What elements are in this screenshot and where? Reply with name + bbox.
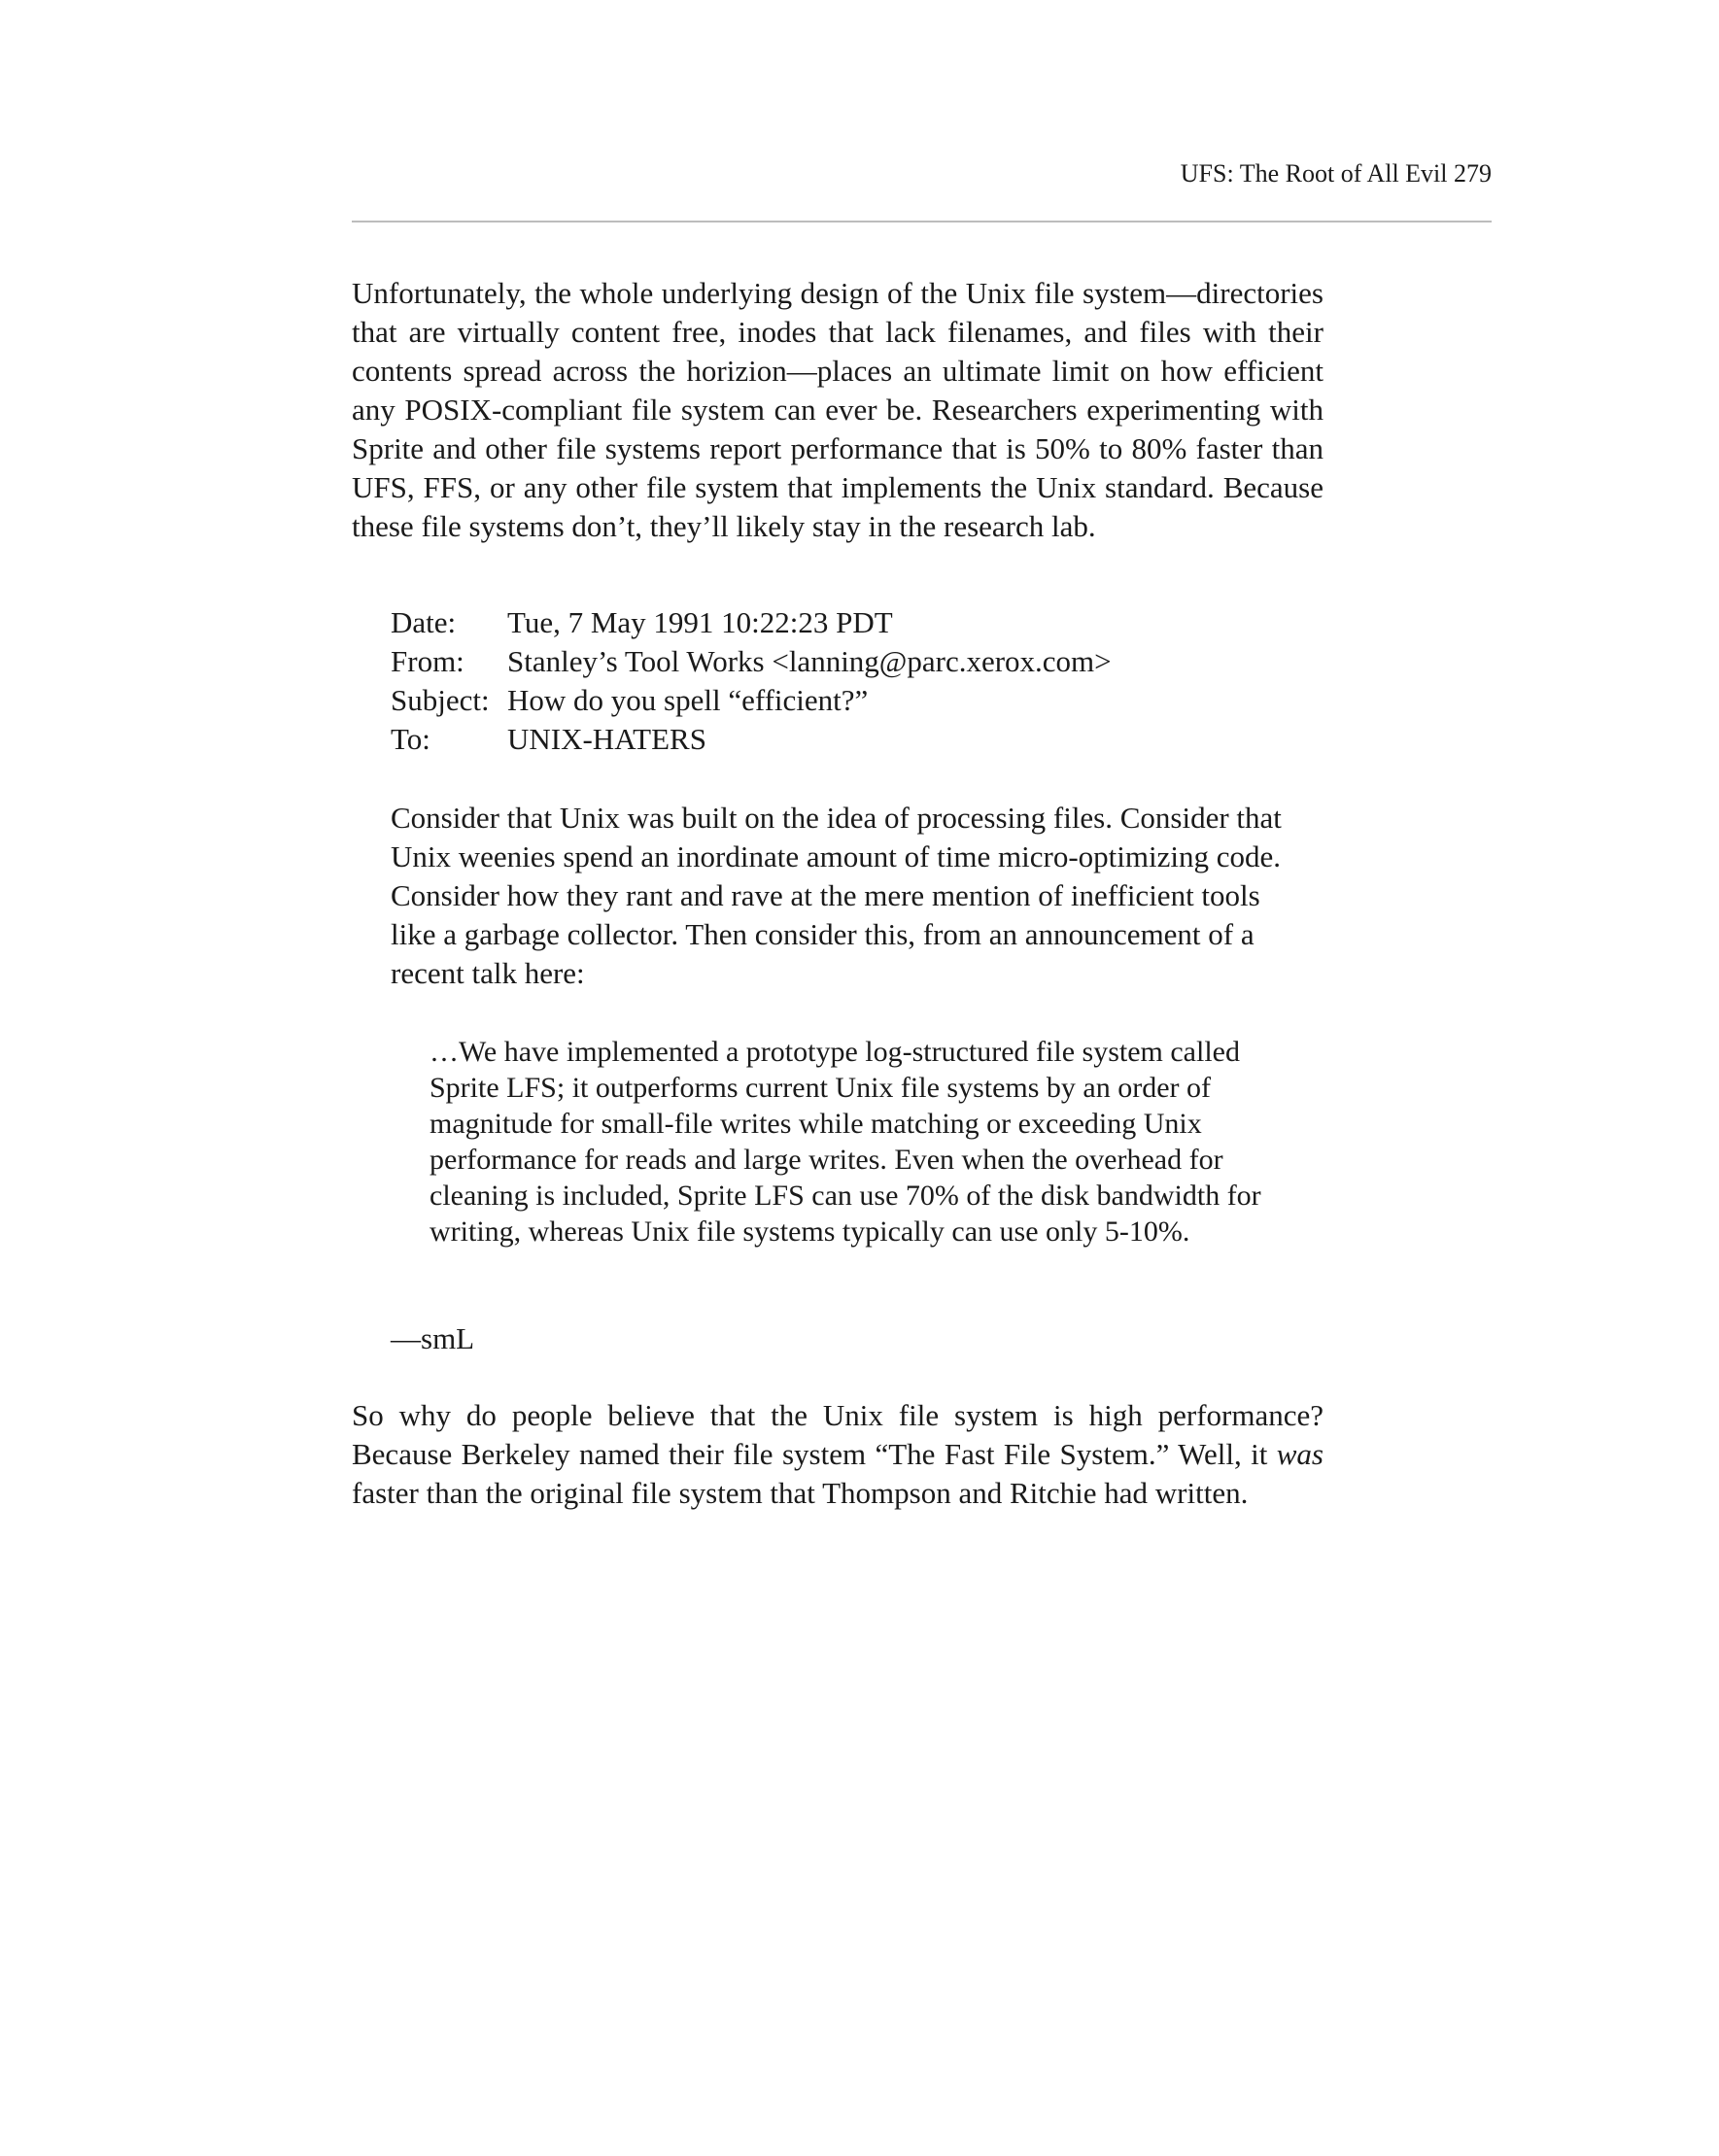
paragraph-2-text-before: So why do people believe that the Unix file system is high performance? Because Berkeley named their file system “The Fast File System.” Well, it — [352, 1398, 1324, 1471]
body-paragraph-2 — [352, 1396, 1324, 1513]
email-header-from — [391, 642, 1112, 681]
email-header-date — [391, 603, 1112, 642]
paragraph-2-text-after: faster than the original file system that Thompson and Ritchie had written. — [352, 1476, 1249, 1510]
email-signoff: —smL — [391, 1321, 475, 1355]
header-rule — [352, 221, 1492, 222]
email-quote: …We have implemented a prototype log-structured file system called Sprite LFS; it outperforms current Unix file systems by an order of magnitude for small-file writes while matching or exceeding Unix performance for reads and large writes. Even when the overhead for cleaning is included, Sprite LFS can use 70% of the disk bandwidth for writing, whereas Unix file systems typically can use only 5-10%. — [430, 1036, 1261, 1248]
email-header-label: Subject: — [391, 683, 490, 717]
body-paragraph-1: Unfortunately, the whole underlying design of the Unix file system—directories that are virtually content free, inodes that lack filenames, and files with their contents spread across the horizion—places an ultimate limit on how efficient any POSIX-compliant file system can ever be. Researchers experimenting with Sprite and other file systems report performance that is 50% to 80% faster than UFS, FFS, or any other file system that implements the Unix standard. Because these file systems don’t, they’ll likely stay in the research lab. — [352, 276, 1324, 543]
running-header: UFS: The Root of All Evil 279 — [1180, 159, 1492, 188]
email-body: Consider that Unix was built on the idea of processing files. Consider that Unix weenies spend an inordinate amount of time micro-optimizing code. Consider how they rant and rave at the mere mention of inefficient tools like a garbage collector. Then consider this, from an announcement of a recent talk here: — [391, 801, 1282, 990]
email-header-value: UNIX-HATERS — [507, 722, 706, 756]
email-headers — [391, 603, 1112, 759]
email-header-value: Tue, 7 May 1991 10:22:23 PDT — [507, 605, 893, 639]
email-header-value: How do you spell “efficient?” — [507, 683, 869, 717]
email-header-subject — [391, 681, 1112, 720]
paragraph-2-emphasis: was — [1276, 1437, 1324, 1471]
email-header-label: To: — [391, 722, 430, 756]
email-header-label: From: — [391, 644, 464, 678]
email-header-to — [391, 720, 1112, 759]
email-header-label: Date: — [391, 605, 457, 639]
email-header-value: Stanley’s Tool Works <lanning@parc.xerox.com> — [507, 644, 1112, 678]
